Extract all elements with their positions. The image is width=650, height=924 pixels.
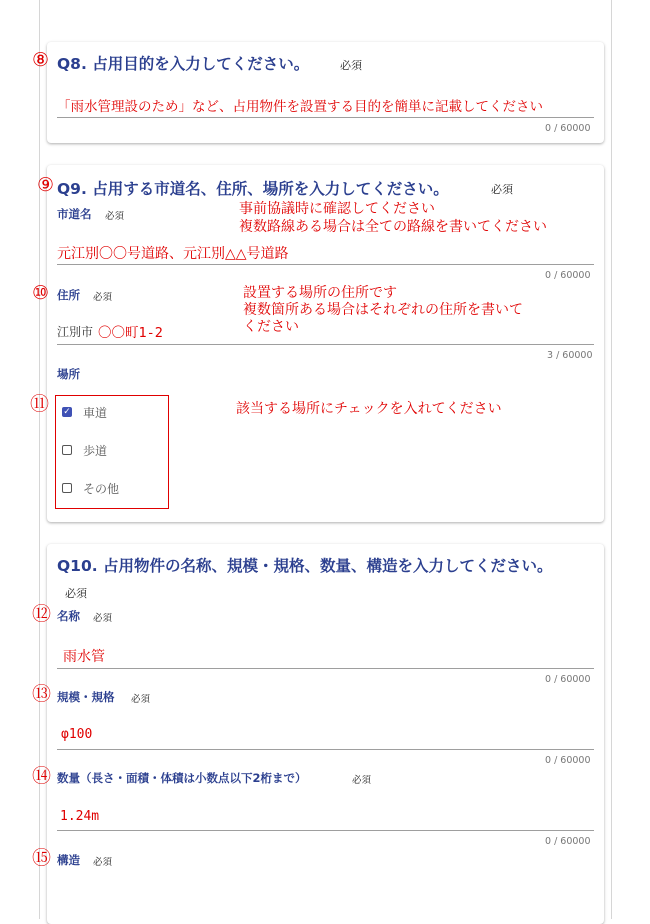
checkbox-unchecked-icon[interactable] [62, 445, 72, 455]
address-required: 必須 [93, 292, 113, 303]
place-option-sidewalk[interactable] [60, 441, 160, 459]
scale-underline [57, 749, 594, 750]
structure-required: 必須 [93, 857, 113, 868]
quantity-value: 1.24m [60, 809, 100, 824]
scale-char-count: 0 / 60000 [545, 755, 591, 766]
address-input[interactable] [57, 318, 594, 344]
name-input[interactable] [57, 643, 594, 669]
name-label: 名称 [57, 609, 80, 623]
scale-input[interactable] [57, 723, 594, 749]
scale-value: φ100 [61, 727, 93, 742]
q10-required-badge: 必須 [65, 587, 87, 600]
q9-marker: ⑨ [37, 174, 55, 196]
quantity-char-count: 0 / 60000 [545, 836, 591, 847]
address-note-line1: 設置する場所の住所です [243, 285, 397, 301]
name-marker: ⑫ [32, 603, 52, 625]
address-underline [57, 344, 594, 345]
road-name-label: 市道名 [57, 207, 92, 221]
scale-required: 必須 [131, 694, 151, 705]
structure-label: 構造 [57, 853, 80, 867]
place-option-label: 歩道 [83, 444, 108, 458]
address-note-line3: ください [243, 319, 299, 335]
quantity-underline [57, 830, 594, 831]
q9-required-badge: 必須 [491, 183, 513, 196]
address-marker: ⑩ [32, 282, 50, 304]
address-note-line2: 複数箇所ある場合はそれぞれの住所を書いて [243, 302, 523, 318]
place-option-label: 車道 [83, 406, 108, 420]
road-note-line2: 複数路線ある場合は全ての路線を書いてください [239, 219, 547, 235]
checkbox-unchecked-icon[interactable] [62, 483, 72, 493]
road-name-char-count: 0 / 60000 [545, 270, 591, 281]
address-label: 住所 [57, 288, 80, 302]
road-name-required: 必須 [105, 211, 125, 222]
scale-label: 規模・規格 [57, 690, 115, 704]
road-note-line1: 事前協議時に確認してください [239, 201, 435, 217]
q8-input-underline [57, 117, 594, 118]
q8-purpose-input[interactable] [57, 92, 594, 118]
address-value-suffix: 〇〇町1-2 [98, 325, 163, 341]
quantity-required: 必須 [352, 775, 372, 786]
place-option-roadway[interactable] [60, 403, 160, 421]
structure-marker: ⑮ [32, 847, 52, 869]
place-option-label: その他 [83, 482, 120, 496]
quantity-label: 数量（長さ・面積・体積は小数点以下2桁まで） [57, 771, 307, 785]
quantity-input[interactable] [57, 804, 594, 830]
q8-char-count: 0 / 60000 [545, 123, 591, 134]
structure-input[interactable] [57, 880, 594, 906]
checkbox-checked-icon[interactable]: ✓ [63, 407, 71, 417]
q8-marker: ⑧ [32, 49, 50, 71]
q8-title: Q8. 占用目的を入力してください。 [57, 55, 310, 73]
address-char-count: 3 / 60000 [547, 350, 593, 361]
q8-input-value: 「雨水管理設のため」など、占用物件を設置する目的を簡単に記載してください [57, 99, 543, 115]
name-required: 必須 [93, 613, 113, 624]
road-name-value: 元江別〇〇号道路、元江別△△号道路 [57, 246, 289, 262]
place-option-other[interactable] [60, 479, 160, 497]
right-guide-line [611, 0, 612, 919]
q9-title: Q9. 占用する市道名、住所、場所を入力してください。 [57, 180, 449, 198]
q10-title: Q10. 占用物件の名称、規模・規格、数量、構造を入力してください。 [57, 557, 553, 575]
q8-required-badge: 必須 [340, 59, 362, 72]
quantity-marker: ⑭ [32, 765, 52, 787]
scale-marker: ⑬ [32, 683, 52, 705]
road-name-underline [57, 264, 594, 265]
name-char-count: 0 / 60000 [545, 674, 591, 685]
road-name-input[interactable] [57, 240, 594, 264]
place-note: 該当する場所にチェックを入れてください [236, 401, 502, 417]
name-underline [57, 668, 594, 669]
place-marker: ⑪ [30, 393, 50, 415]
place-label: 場所 [57, 367, 80, 381]
address-value-prefix: 江別市 [57, 325, 94, 339]
name-value: 雨水管 [63, 649, 105, 665]
